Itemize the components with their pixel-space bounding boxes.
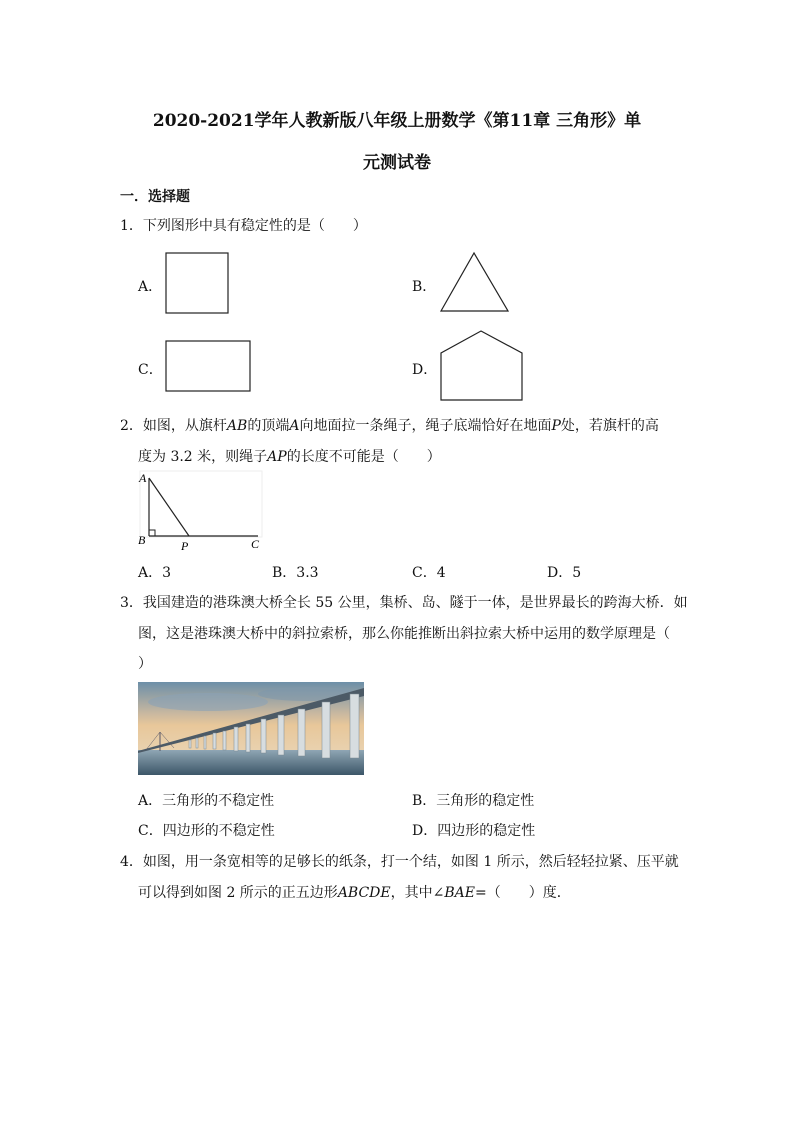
question-4-line1: 4．如图，用一条宽相等的足够长的纸条，打一个结，如图 1 所示，然后轻轻拉紧、压平就 (120, 854, 679, 870)
page-title-line2: 元测试卷 (363, 153, 431, 173)
label-p: P (181, 539, 189, 553)
q2-figure-frame (140, 471, 262, 537)
question-1-stem: 1．下列图形中具有稳定性的是（ ） (120, 218, 367, 234)
q1-rectangle-figure (165, 340, 253, 394)
label-b: B (138, 533, 146, 547)
q2-flagpole-figure (134, 470, 266, 554)
question-3-line3: ） (138, 656, 152, 672)
q3-option-a: A．三角形的不稳定性 (138, 793, 275, 809)
page-title-line1: 2020-2021学年人教新版八年级上册数学《第11章 三角形》单 (152, 111, 642, 131)
q1-option-b-label: B． (412, 279, 437, 295)
q1-pentagon-figure (439, 328, 525, 404)
q2-option-a: A．3 (138, 565, 172, 581)
q1-option-d-label: D． (412, 362, 438, 378)
question-4-line2: 可以得到如图 2 所示的正五边形ABCDE，其中∠BAE=（ ）度． (138, 885, 571, 901)
q2-option-d: D．5 (547, 565, 582, 581)
q1-option-a-label: A． (138, 279, 163, 295)
q2-option-b: B．3.3 (272, 565, 319, 581)
label-c: C (251, 537, 260, 551)
section-heading: 一．选择题 (120, 189, 190, 205)
q3-option-c: C．四边形的不稳定性 (138, 823, 275, 839)
q3-option-d: D．四边形的稳定性 (412, 823, 536, 839)
rope-line (149, 478, 189, 536)
question-2-line1: 2．如图，从旗杆AB的顶端A向地面拉一条绳子，绳子底端恰好在地面P处，若旗杆的高 (120, 418, 659, 434)
label-a: A (139, 471, 147, 485)
q1-option-c-label: C． (138, 362, 163, 378)
question-3-line2: 图，这是港珠澳大桥中的斜拉索桥，那么你能推断出斜拉索大桥中运用的数学原理是（ (138, 626, 670, 642)
question-2-line2: 度为 3.2 米，则绳子AP的长度不可能是（ ） (138, 449, 441, 465)
right-angle-mark (149, 530, 155, 536)
bridge-photo (138, 682, 364, 775)
question-3-line1: 3．我国建造的港珠澳大桥全长 55 公里，集桥、岛、隧于一体，是世界最长的跨海大桥．如 (120, 595, 688, 611)
q3-option-b: B．三角形的稳定性 (412, 793, 535, 809)
q2-option-c: C．4 (412, 565, 446, 581)
q1-square-figure (165, 252, 231, 314)
q1-triangle-figure (439, 250, 511, 314)
